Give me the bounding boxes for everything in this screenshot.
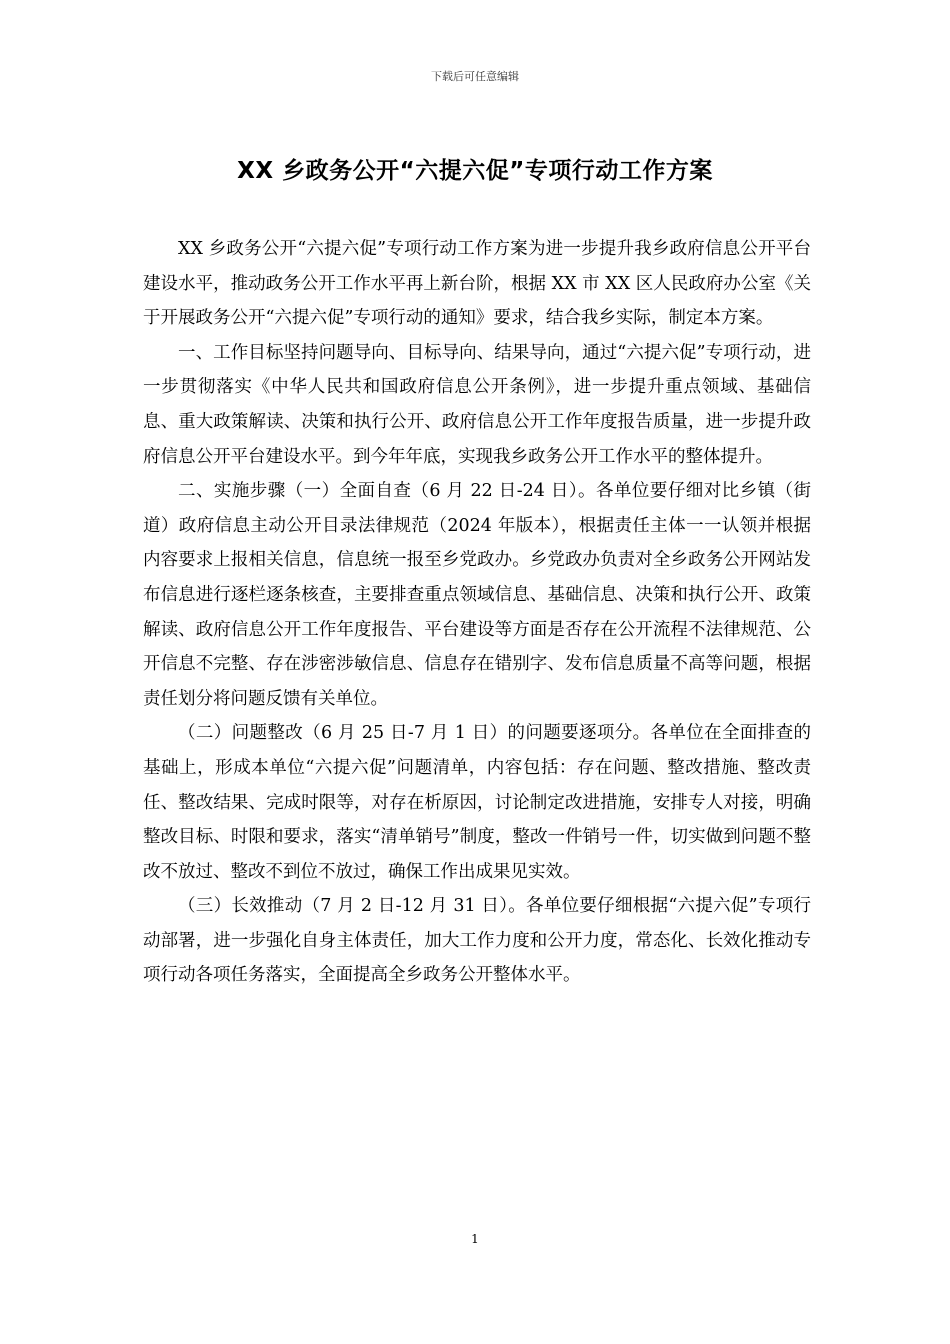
paragraph-goals: 一、工作目标坚持问题导向、目标导向、结果导向，通过“六提六促”专项行动，进一步贯彻落实《中华人民共和国政府信息公开条例》，进一步提升重点领域、基础信息、重大政策解读、决策和执行公开、政府信息公开工作年度报告质量，进一步提升政府信息公开平台建设水平。到今年年底，实现我乡政务公开工作水平的整体提升。 xyxy=(143,342,811,467)
document-body xyxy=(143,232,811,993)
paragraph-long-term: （三）长效推动（7 月 2 日-12 月 31 日）。各单位要仔细根据“六提六促”专项行动部署，进一步强化自身主体责任，加大工作力度和公开力度，常态化、长效化推动专项行动各项任务落实，全面提高全乡政务公开整体水平。 xyxy=(143,896,811,986)
document-title: XX 乡政务公开“六提六促”专项行动工作方案 xyxy=(237,158,713,184)
paragraph-rectification: （二）问题整改（6 月 25 日-7 月 1 日）的问题要逐项分。各单位在全面排查的基础上，形成本单位“六提六促”问题清单，内容包括：存在问题、整改措施、整改责任、整改结果、完成时限等，对存在析原因，讨论制定改进措施，安排专人对接，明确整改目标、时限和要求，落实“清单销号”制度，整改一件销号一件，切实做到问题不整改不放过、整改不到位不放过，确保工作出成果见实效。 xyxy=(143,723,811,882)
page-number: 1 xyxy=(471,1232,479,1246)
paragraph-intro: XX 乡政务公开“六提六促”专项行动工作方案为进一步提升我乡政府信息公开平台建设水平，推动政务公开工作水平再上新台阶，根据 XX 市 XX 区人民政府办公室《关于开展政务公开“六提六促”专项行动的通知》要求，结合我乡实际，制定本方案。 xyxy=(143,239,811,329)
header-note: 下载后可任意编辑 xyxy=(431,70,519,83)
paragraph-steps: 二、实施步骤（一）全面自查（6 月 22 日-24 日）。各单位要仔细对比乡镇（街道）政府信息主动公开目录法律规范（2024 年版本），根据责任主体一一认领并根据内容要求上报相关信息，信息统一报至乡党政办。乡党政办负责对全乡政务公开网站发布信息进行逐栏逐条核查，主要排查重点领域信息、基础信息、决策和执行公开、政策解读、政府信息公开工作年度报告、平台建设等方面是否存在公开流程不法律规范、公开信息不完整、存在涉密涉敏信息、信息存在错别字、发布信息质量不高等问题，根据责任划分将问题反馈有关单位。 xyxy=(143,481,811,709)
